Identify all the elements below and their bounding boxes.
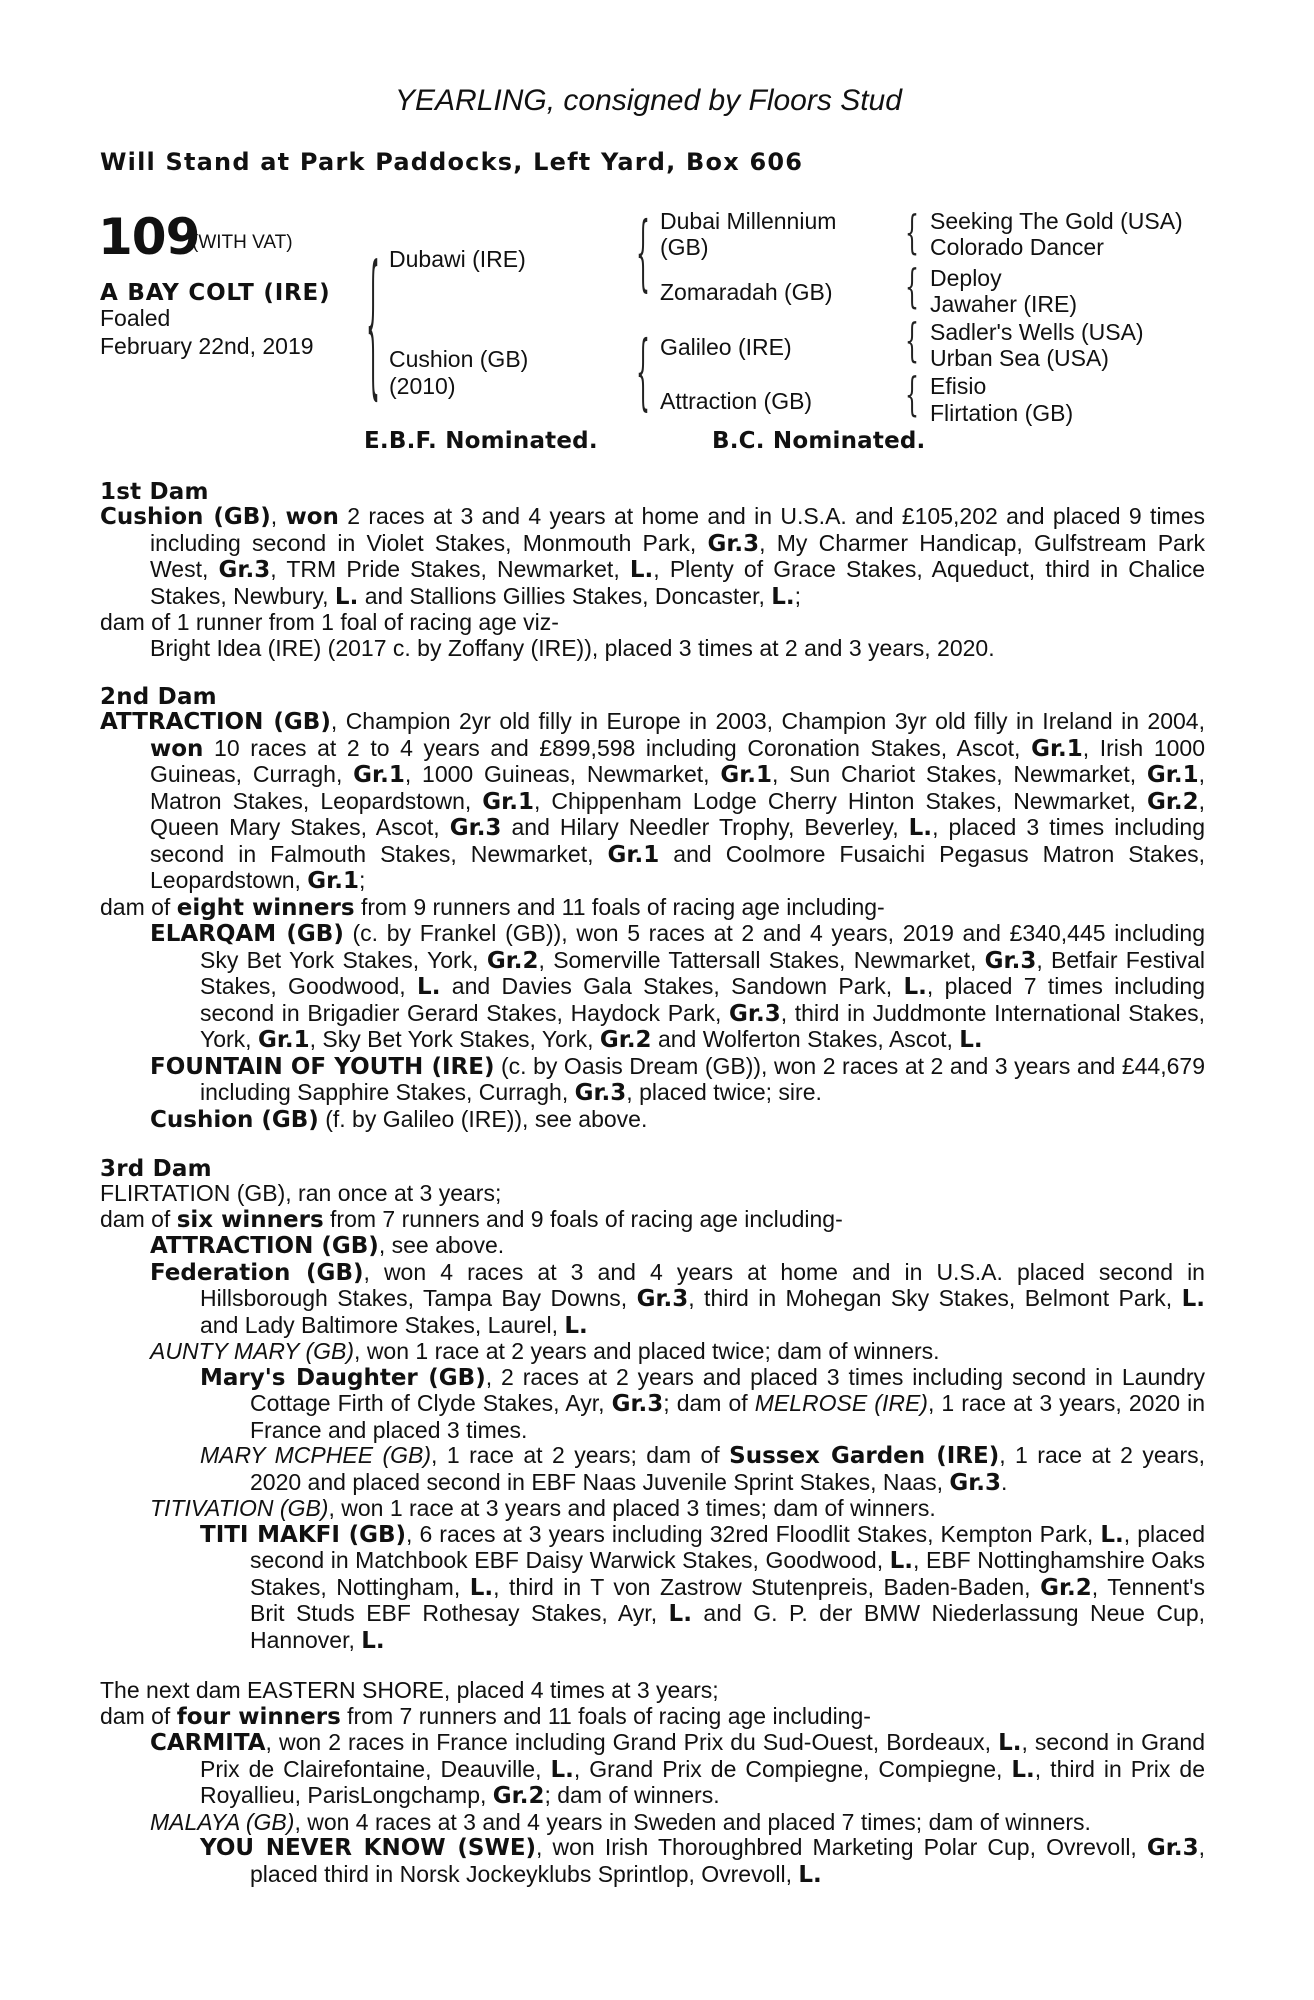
foaled-label: Foaled: [100, 305, 171, 331]
aunty-mary-entry: AUNTY MARY (GB), won 1 race at 2 years and placed twice; dam of winners.: [150, 1338, 940, 1364]
gen3-ancestor: Deploy: [930, 265, 1002, 291]
first-dam-heading: 1st Dam: [100, 479, 209, 505]
dam-line-brace: {: [636, 325, 650, 421]
horse-name: ATTRACTION (GB): [100, 709, 331, 735]
third-dam-produce: dam of six winners from 7 runners and 9 foals of racing age including-: [100, 1205, 843, 1233]
second-dam-paragraph: ATTRACTION (GB), Champion 2yr old filly in Europe in 2003, Champion 3yr old filly in Ireland in 2004, won 10 races at 2 to 4 years and £899,598 including Coronation Stakes, Ascot, Gr.1, Irish 1000 Guineas, Curragh, Gr.1, 1000 Guineas, Newmarket, Gr.1, Sun Chariot Stakes, Newmarket, Gr.1, Matron Stakes, Leopardstown, Gr.1, Chippenham Lodge Cherry Hinton Stakes, Newmarket, Gr.2, Queen Mary Stakes, Ascot, Gr.3 and Hilary Needler Trophy, Beverley, L., placed 3 times including second in Falmouth Stakes, Newmarket, Gr.1 and Coolmore Fusaichi Pegasus Matron Stakes, Leopardstown, Gr.1;: [100, 708, 1206, 894]
dam-year: (2010): [389, 373, 456, 399]
next-dam-produce: dam of four winners from 7 runners and 11 foals of racing age including-: [100, 1702, 871, 1730]
catalogue-body: [100, 480, 1205, 1888]
foaled-date: February 22nd, 2019: [100, 333, 314, 359]
carmita-entry: CARMITA, won 2 races in France including Grand Prix du Sud-Ouest, Bordeaux, L., second in Grand Prix de Clairefontaine, Deauville, L., Grand Prix de Compiegne, Compiegne, L., third in Prix de Royallieu, ParisLongchamp, Gr.2; dam of winners.: [150, 1729, 1205, 1809]
fountain-of-youth-entry: FOUNTAIN OF YOUTH (IRE) (c. by Oasis Dream (GB)), won 2 races at 2 and 3 years and £44,679 including Sapphire Stakes, Curragh, Gr.3, placed twice; sire.: [150, 1052, 1205, 1106]
horse-name: Cushion (GB): [100, 504, 271, 530]
first-dam-foal: Bright Idea (IRE) (2017 c. by Zoffany (IRE)), placed 3 times at 2 and 3 years, 2020.: [150, 634, 995, 661]
sire-line-brace: {: [636, 206, 650, 302]
marys-daughter-entry: Mary's Daughter (GB), 2 races at 2 years and placed 3 times including second in Laundry Cottage Firth of Clyde Stakes, Ayr, Gr.3; dam of MELROSE (IRE), 1 race at 3 years, 2020 in France and placed 3 times.: [200, 1363, 1206, 1443]
horse-name: TITI MAKFI (GB): [200, 1521, 407, 1548]
ebf-nominated: E.B.F. Nominated.: [364, 428, 598, 454]
attraction-entry: ATTRACTION (GB), see above.: [150, 1232, 505, 1259]
won-label: won: [285, 504, 339, 530]
gen3-ancestor: Urban Sea (USA): [930, 345, 1109, 371]
horse-name: MARY MCPHEE (GB): [200, 1442, 432, 1468]
horse-name: Cushion (GB): [150, 1106, 319, 1133]
bc-nominated: B.C. Nominated.: [712, 428, 926, 454]
dam-dam-name: Attraction (GB): [660, 388, 813, 414]
first-dam-produce: dam of 1 runner from 1 foal of racing age viz-: [100, 609, 559, 635]
horse-name: Mary's Daughter (GB): [200, 1364, 486, 1391]
horse-name: TITIVATION (GB): [150, 1495, 329, 1521]
gen3-ancestor: Jawaher (IRE): [930, 291, 1077, 317]
horse-name: AUNTY MARY (GB): [150, 1338, 355, 1364]
federation-entry: Federation (GB), won 4 races at 3 and 4 years at home and in U.S.A. placed second in Hillsborough Stakes, Tampa Bay Downs, Gr.3, third in Mohegan Sky Stakes, Belmont Park, L. and Lady Baltimore Stakes, Laurel, L.: [150, 1258, 1205, 1339]
vat-note: (WITH VAT): [192, 232, 293, 253]
gen3-brace-1: {: [905, 206, 919, 260]
horse-name: MALAYA (GB): [150, 1808, 295, 1835]
gen3-ancestor: Sadler's Wells (USA): [930, 319, 1144, 345]
gen3-ancestor: Seeking The Gold (USA): [930, 208, 1183, 234]
sire-sire-country: (GB): [660, 234, 709, 260]
gen3-ancestor: Colorado Dancer: [930, 234, 1104, 260]
next-dam-line: The next dam EASTERN SHORE, placed 4 times at 3 years;: [100, 1677, 719, 1703]
first-dam-paragraph: Cushion (GB), won 2 races at 3 and 4 years at home and in U.S.A. and £105,202 and placed 9 times including second in Violet Stakes, Monmouth Park, Gr.3, My Charmer Handicap, Gulfstream Park West, Gr.3, TRM Pride Stakes, Newmarket, L., Plenty of Grace Stakes, Aqueduct, third in Chalice Stakes, Newbury, L. and Stallions Gillies Stakes, Doncaster, L.;: [100, 503, 1205, 610]
gen3-ancestor: Flirtation (GB): [930, 400, 1074, 426]
second-dam-produce: dam of eight winners from 9 runners and 11 foals of racing age including-: [100, 893, 885, 921]
horse-name: FOUNTAIN OF YOUTH (IRE): [150, 1053, 495, 1080]
third-dam-heading: 3rd Dam: [100, 1156, 212, 1182]
titivation-entry: TITIVATION (GB), won 1 race at 3 years and placed 3 times; dam of winners.: [150, 1495, 936, 1521]
third-dam-line: FLIRTATION (GB), ran once at 3 years;: [100, 1180, 502, 1206]
dam-name: Cushion (GB): [389, 346, 529, 372]
sire-dam-name: Zomaradah (GB): [660, 279, 833, 305]
horse-name: ELARQAM (GB): [150, 921, 344, 947]
gen3-brace-4: {: [905, 368, 919, 422]
stand-location: Will Stand at Park Paddocks, Left Yard, Box 606: [100, 148, 804, 176]
sire-name: Dubawi (IRE): [389, 246, 526, 272]
titi-makfi-entry: TITI MAKFI (GB), 6 races at 3 years including 32red Floodlit Stakes, Kempton Park, L., placed second in Matchbook EBF Daisy Warwick Stakes, Goodwood, L., EBF Nottinghamshire Oaks Stakes, Nottingham, L., third in T von Zastrow Stutenpreis, Baden-Baden, Gr.2, Tennent's Brit Studs EBF Rothesay Stakes, Ayr, L. and G. P. der BMW Niederlassung Neue Cup, Hannover, L.: [200, 1520, 1205, 1654]
lot-number: 109: [98, 208, 200, 266]
gen3-brace-2: {: [905, 260, 919, 314]
dam-sire-name: Galileo (IRE): [660, 334, 792, 360]
you-never-know-entry: YOU NEVER KNOW (SWE), won Irish Thoroughbred Marketing Polar Cup, Ovrevoll, Gr.3, placed third in Norsk Jockeyklubs Sprintlop, Ovrevoll, L.: [200, 1834, 1205, 1888]
malaya-entry: MALAYA (GB), won 4 races at 3 and 4 years in Sweden and placed 7 times; dam of winners.: [150, 1808, 1091, 1835]
cushion-entry: Cushion (GB) (f. by Galileo (IRE)), see above.: [150, 1105, 648, 1133]
sire-dam-brace: {: [366, 236, 380, 416]
sire-sire-name: Dubai Millennium: [660, 208, 837, 234]
horse-name: Federation (GB): [150, 1259, 364, 1286]
gen3-ancestor: Efisio: [930, 373, 987, 399]
horse-name: ATTRACTION (GB): [150, 1233, 379, 1259]
consignment-title: YEARLING, consigned by Floors Stud: [395, 84, 902, 117]
mary-mcphee-entry: MARY MCPHEE (GB), 1 race at 2 years; dam of Sussex Garden (IRE), 1 race at 2 years, 2020 and placed second in EBF Naas Juvenile Sprint Stakes, Naas, Gr.3.: [200, 1442, 1205, 1496]
gen3-brace-3: {: [905, 314, 919, 368]
second-dam-heading: 2nd Dam: [100, 684, 217, 710]
lot-description: A BAY COLT (IRE): [100, 280, 331, 306]
elarqam-entry: ELARQAM (GB) (c. by Frankel (GB)), won 5 races at 2 and 4 years, 2019 and £340,445 including Sky Bet York Stakes, York, Gr.2, Somerville Tattersall Stakes, Newmarket, Gr.3, Betfair Festival Stakes, Goodwood, L. and Davies Gala Stakes, Sandown Park, L., placed 7 times including second in Brigadier Gerard Stakes, Haydock Park, Gr.3, third in Juddmonte International Stakes, York, Gr.1, Sky Bet York Stakes, York, Gr.2 and Wolferton Stakes, Ascot, L.: [150, 920, 1206, 1053]
horse-name: CARMITA: [150, 1730, 266, 1756]
horse-name: YOU NEVER KNOW (SWE): [200, 1835, 537, 1861]
